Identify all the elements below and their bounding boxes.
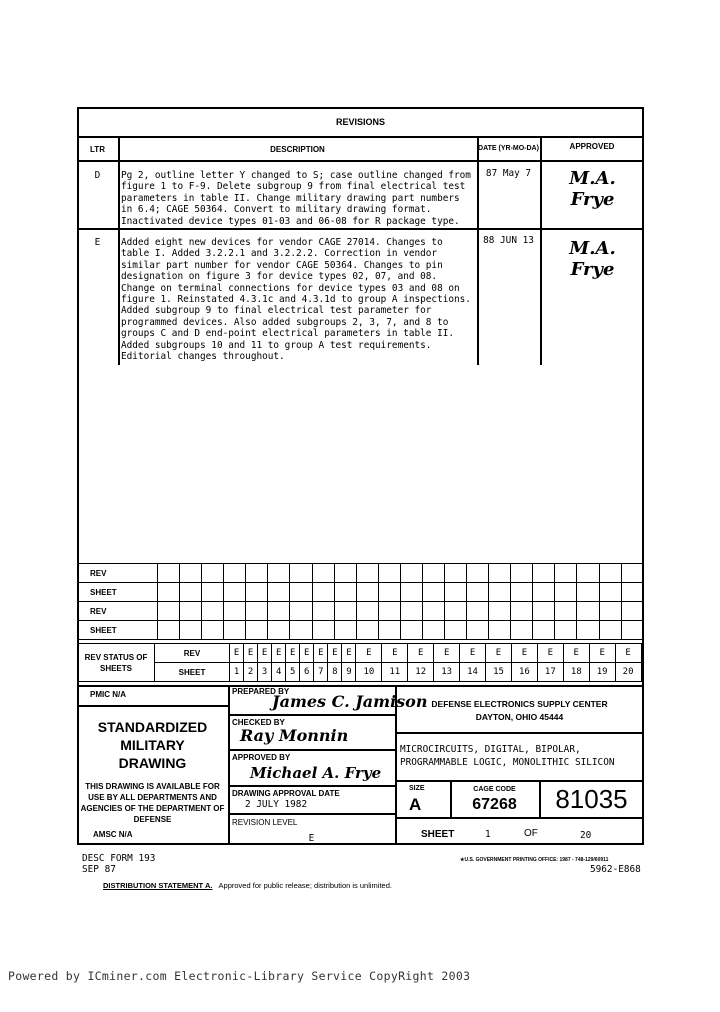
grid-cell: [356, 583, 378, 602]
rev-letter-cell: E: [408, 644, 434, 663]
checked-by-signature: Ray Monnin: [240, 726, 349, 745]
grid-cell: [400, 583, 422, 602]
grid-cell: [511, 602, 533, 621]
revision-date: 87 May 7: [485, 168, 532, 179]
rev-letter-cell: E: [258, 644, 272, 663]
grid-cell: [467, 583, 489, 602]
approved-by-signature: Michael A. Frye: [250, 764, 382, 782]
revision-ltr: E: [94, 237, 101, 248]
drawing-number: 81035: [555, 784, 628, 814]
grid-cell: [577, 602, 599, 621]
grid-cell: [356, 621, 378, 640]
sheet-number-cell: 11: [382, 663, 408, 682]
total-sheets: 20: [580, 830, 592, 841]
grid-cell: [422, 583, 444, 602]
sheet-number-cell: 10: [356, 663, 382, 682]
grid-cell: [577, 564, 599, 583]
status-row: [78, 663, 644, 682]
grid-cell: [224, 602, 246, 621]
size-label: SIZE: [409, 785, 425, 792]
grid-cell: [290, 564, 312, 583]
grid-cell: [268, 583, 290, 602]
revisions-title: REVISIONS: [335, 117, 385, 127]
amsc: AMSC N/A: [93, 830, 133, 839]
status-rev-label: REV: [155, 644, 230, 663]
sheet-number-cell: 16: [511, 663, 537, 682]
agency-address: DAYTON, OHIO 45444: [475, 712, 564, 722]
grid-cell: [268, 602, 290, 621]
sheet-number-cell: 12: [408, 663, 434, 682]
sheet-number-cell: 5: [286, 663, 300, 682]
rev-letter-cell: E: [511, 644, 537, 663]
rev-letter-cell: E: [286, 644, 300, 663]
grid-cell: [180, 602, 202, 621]
grid-cell: [621, 621, 643, 640]
rev-letter-cell: E: [460, 644, 486, 663]
sheet-number-cell: 7: [314, 663, 328, 682]
sheet-number-cell: 15: [486, 663, 512, 682]
grid-cell: [489, 621, 511, 640]
grid-cell: [445, 621, 467, 640]
grid-cell: [577, 583, 599, 602]
rev-letter-cell: E: [356, 644, 382, 663]
rev-letter-cell: E: [244, 644, 258, 663]
grid-cell: [445, 583, 467, 602]
rev-letter-cell: E: [300, 644, 314, 663]
grid-cell: [555, 564, 577, 583]
grid-cell: [467, 564, 489, 583]
grid-row-label: REV: [78, 564, 158, 583]
sheet-number-cell: 13: [434, 663, 460, 682]
grid-cell: [202, 564, 224, 583]
approval-date: 2 JULY 1982: [245, 799, 308, 810]
header-date: DATE (YR-MO-DA): [478, 145, 539, 152]
grid-cell: [312, 564, 334, 583]
grid-row-label: SHEET: [78, 583, 158, 602]
prepared-by-signature: James C. Jamison: [272, 692, 428, 711]
grid-cell: [290, 621, 312, 640]
approved-by-label: APPROVED BY: [232, 753, 291, 762]
grid-cell: [158, 602, 180, 621]
sheet-number-cell: 2: [244, 663, 258, 682]
grid-cell: [577, 621, 599, 640]
sheet-number-cell: 8: [328, 663, 342, 682]
rev-status-grid: [77, 643, 644, 682]
header-description: DESCRIPTION: [270, 145, 325, 154]
grid-cell: [533, 564, 555, 583]
grid-cell: [467, 602, 489, 621]
drawing-title-line2: PROGRAMMABLE LOGIC, MONOLITHIC SILICON: [400, 757, 615, 768]
grid-cell: [268, 564, 290, 583]
rev-status-label: REV STATUS OF SHEETS: [78, 644, 155, 682]
grid-cell: [312, 583, 334, 602]
rev-letter-cell: E: [563, 644, 589, 663]
grid-cell: [445, 564, 467, 583]
grid-cell: [400, 621, 422, 640]
grid-cell: [202, 583, 224, 602]
grid-cell: [158, 564, 180, 583]
approval-signature: M.A. Frye: [569, 238, 616, 280]
rev-sheet-grid: [77, 563, 644, 640]
grid-cell: [533, 602, 555, 621]
grid-cell: [334, 621, 356, 640]
grid-cell: [202, 602, 224, 621]
grid-cell: [599, 564, 621, 583]
sheet-number-cell: 20: [615, 663, 641, 682]
grid-cell: [290, 602, 312, 621]
grid-cell: [224, 621, 246, 640]
grid-cell: [511, 621, 533, 640]
grid-cell: [489, 564, 511, 583]
grid-cell: [621, 602, 643, 621]
grid-cell: [246, 583, 268, 602]
sheet-number-cell: 14: [460, 663, 486, 682]
grid-cell: [312, 621, 334, 640]
grid-cell: [378, 564, 400, 583]
checked-by-label: CHECKED BY: [232, 718, 285, 727]
sheet-label: SHEET: [421, 829, 455, 840]
grid-row: [78, 583, 644, 602]
agency-name: DEFENSE ELECTRONICS SUPPLY CENTER: [431, 699, 608, 709]
revision-level: E: [308, 833, 315, 844]
grid-cell: [356, 564, 378, 583]
grid-cell: [489, 583, 511, 602]
form-date: SEP 87: [82, 864, 116, 875]
grid-cell: [533, 583, 555, 602]
sheet-number-cell: 4: [272, 663, 286, 682]
cage-code: 67268: [472, 796, 517, 813]
grid-cell: [621, 564, 643, 583]
grid-cell: [400, 602, 422, 621]
grid-cell: [158, 621, 180, 640]
rev-letter-cell: E: [615, 644, 641, 663]
rev-letter-cell: E: [537, 644, 563, 663]
grid-cell: [246, 602, 268, 621]
grid-row-label: REV: [78, 602, 158, 621]
rev-letter-cell: E: [328, 644, 342, 663]
document-code: 5962-E868: [590, 864, 641, 875]
cage-code-label: CAGE CODE: [473, 786, 516, 793]
drawing-title-line1: MICROCIRCUITS, DIGITAL, BIPOLAR,: [400, 744, 581, 755]
grid-cell: [224, 564, 246, 583]
sheet-number-cell: 17: [537, 663, 563, 682]
rev-letter-cell: E: [589, 644, 615, 663]
prepared-by-label: PREPARED BY: [232, 687, 290, 696]
grid-cell: [246, 564, 268, 583]
grid-cell: [224, 583, 246, 602]
status-row: [78, 644, 644, 663]
grid-cell: [422, 564, 444, 583]
sheet-number-cell: 18: [563, 663, 589, 682]
grid-cell: [621, 583, 643, 602]
rev-letter-cell: E: [314, 644, 328, 663]
approval-date-label: DRAWING APPROVAL DATE: [232, 789, 340, 798]
pmic: PMIC N/A: [90, 690, 126, 699]
grid-cell: [511, 583, 533, 602]
form-number: DESC FORM 193: [82, 853, 156, 864]
header-ltr: LTR: [90, 145, 105, 154]
revision-date: 88 JUN 13: [483, 235, 534, 246]
approval-signature: M.A. Frye: [569, 168, 616, 210]
sheet-number-cell: 3: [258, 663, 272, 682]
grid-cell: [290, 583, 312, 602]
grid-cell: [599, 583, 621, 602]
grid-cell: [356, 602, 378, 621]
grid-cell: [533, 621, 555, 640]
grid-row: [78, 621, 644, 640]
grid-cell: [334, 602, 356, 621]
sheet-number-cell: 1: [230, 663, 244, 682]
grid-cell: [312, 602, 334, 621]
revision-level-label: REVISION LEVEL: [232, 818, 298, 827]
military-label: MILITARY: [120, 737, 185, 753]
size-value: A: [409, 795, 422, 814]
of-label: OF: [524, 828, 538, 839]
drawing-label: DRAWING: [118, 755, 187, 771]
grid-row: [78, 564, 644, 583]
rev-letter-cell: E: [230, 644, 244, 663]
rev-letter-cell: E: [434, 644, 460, 663]
grid-cell: [422, 621, 444, 640]
sheet-number-cell: 19: [589, 663, 615, 682]
sheet-number: 1: [485, 829, 491, 840]
standardized-label: STANDARDIZED: [97, 719, 208, 735]
grid-row-label: SHEET: [78, 621, 158, 640]
grid-cell: [467, 621, 489, 640]
grid-cell: [599, 602, 621, 621]
watermark: Powered by ICminer.com Electronic-Library Service CopyRight 2003: [8, 969, 471, 983]
grid-cell: [641, 644, 643, 663]
grid-cell: [180, 583, 202, 602]
grid-cell: [489, 602, 511, 621]
sheet-number-cell: 9: [342, 663, 356, 682]
rev-letter-cell: E: [486, 644, 512, 663]
distribution-label: DISTRIBUTION STATEMENT A.: [103, 881, 213, 890]
grid-cell: [422, 602, 444, 621]
grid-cell: [445, 602, 467, 621]
grid-cell: [378, 621, 400, 640]
header-approved: APPROVED: [569, 142, 615, 151]
grid-cell: [378, 602, 400, 621]
rev-letter-cell: E: [272, 644, 286, 663]
grid-cell: [180, 621, 202, 640]
grid-cell: [202, 621, 224, 640]
grid-cell: [599, 621, 621, 640]
revision-description: Added eight new devices for vendor CAGE 27014. Changes to table I. Added 3.2.2.1 and 3.2.2.2. Correction in vendor similar part number for vendor CAGE 50364. Changes to pin designation on figure 3 for device types 02, 07, and 08. Change on terminal connections for device types 03 and 08 on figure 1. Reinstated 4.3.1c and 4.3.1d to group A inspections. Added subgroup 9 to final electrical test parameter for programmed devices. Also added subgroups 2, 3, 7, and 8 to groups C and D end-point electrical parameters in table II. Added subgroups 10 and 11 to group A test requirements. Editorial changes throughout.: [121, 237, 471, 363]
grid-cell: [246, 621, 268, 640]
distribution-text: Approved for public release; distribution is unlimited.: [218, 881, 392, 890]
grid-cell: [555, 583, 577, 602]
revision-ltr: D: [94, 170, 101, 181]
grid-cell: [511, 564, 533, 583]
gpo-notice: ★U.S. GOVERNMENT PRINTING OFFICE: 1987 - 748-129/60911: [460, 857, 609, 863]
grid-cell: [268, 621, 290, 640]
availability-note: THIS DRAWING IS AVAILABLE FOR USE BY ALL DEPARTMENTS AND AGENCIES OF THE DEPARTMENT OF DEFENSE: [80, 782, 225, 824]
grid-cell: [180, 564, 202, 583]
grid-cell: [378, 583, 400, 602]
grid-cell: [158, 583, 180, 602]
grid-cell: [555, 621, 577, 640]
revision-description: Pg 2, outline letter Y changed to S; case outline changed from figure 1 to F-9. Delete subgroup 9 from final electrical test parameters in table II. Change military drawing part numbers in 6.4; CAGE 50364. Convert to military drawing format. Inactivated device types 01-03 and 06-08 for R package type.: [121, 170, 471, 227]
grid-cell: [334, 583, 356, 602]
rev-letter-cell: E: [382, 644, 408, 663]
grid-cell: [641, 663, 643, 682]
grid-cell: [555, 602, 577, 621]
grid-row: [78, 602, 644, 621]
grid-cell: [334, 564, 356, 583]
sheet-number-cell: 6: [300, 663, 314, 682]
grid-cell: [400, 564, 422, 583]
rev-letter-cell: E: [342, 644, 356, 663]
status-sheet-label: SHEET: [155, 663, 230, 682]
